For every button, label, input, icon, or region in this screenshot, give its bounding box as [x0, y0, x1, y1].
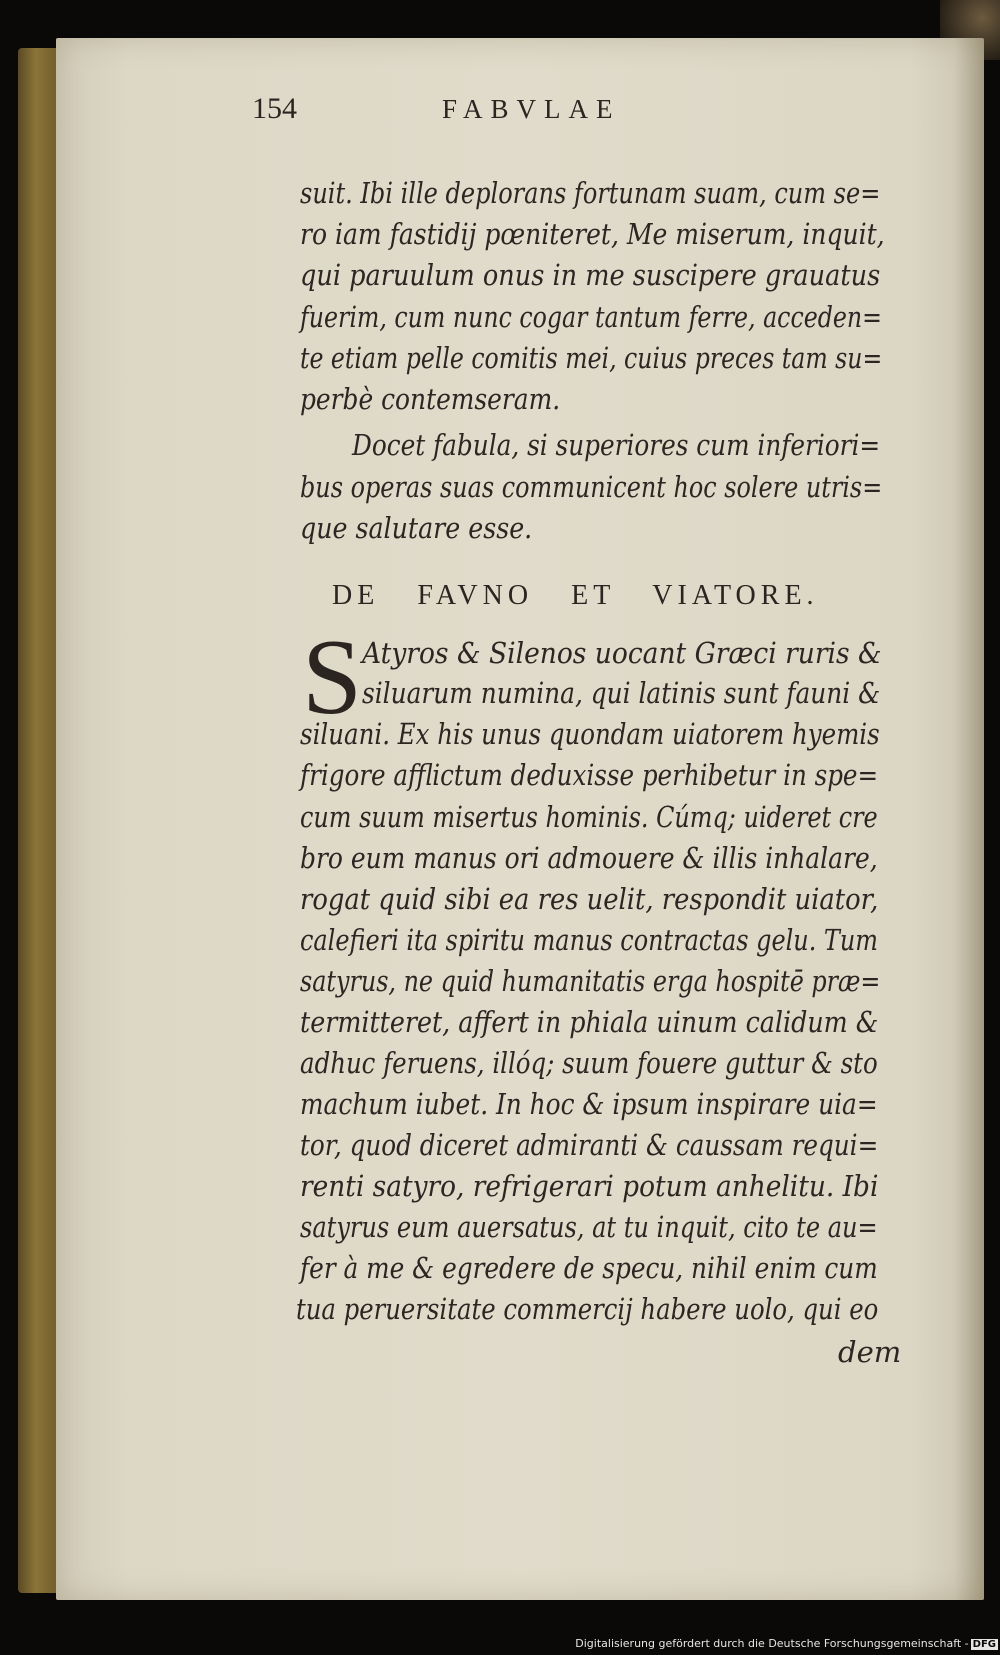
text-line: renti satyro, refrigerari potum anhelitu. Ibi [300, 1169, 879, 1203]
text-line: qui paruulum onus in me suscipere grauatus [300, 258, 881, 292]
text-line: bro eum manus ori admouere & illis inhalare, [300, 841, 878, 875]
text-line: fer à me & egredere de specu, nihil enim cum [300, 1251, 878, 1285]
text-line: ro iam fastidij pœniteret, Me miserum, inquit, [300, 217, 885, 251]
text-line: bus operas suas communicent hoc solere utris= [300, 470, 883, 504]
text-line: tua peruersitate commercij habere uolo, qui eo [296, 1292, 879, 1326]
drop-cap: S [302, 618, 363, 737]
text-line: rogat quid sibi ea res uelit, respondit uiator, [300, 882, 879, 916]
running-title: FABVLAE [442, 94, 621, 124]
catchword: dem [838, 1335, 902, 1369]
text-line: siluarum numina, qui latinis sunt fauni & [362, 676, 881, 710]
text-line: siluani. Ex his unus quondam uiatorem hyemis [300, 717, 880, 751]
text-line: perbè contemseram. [300, 382, 561, 416]
text-line: te etiam pelle comitis mei, cuius preces tam su= [300, 341, 883, 375]
text-line: Atyros & Silenos uocant Græci ruris & [362, 636, 882, 670]
page-number: 154 [252, 92, 297, 125]
text-line: fuerim, cum nunc cogar tantum ferre, acceden= [300, 300, 882, 334]
text-line: satyrus, ne quid humanitatis erga hospitē præ= [300, 964, 881, 998]
text-line: satyrus eum auersatus, at tu inquit, cito te au= [300, 1210, 878, 1244]
dfg-logo: DFG [972, 1639, 996, 1650]
text-line: calefieri ita spiritu manus contractas gelu. Tum [300, 923, 879, 957]
text-line: Docet fabula, si superiores cum inferiori= [352, 428, 881, 462]
text-line: machum iubet. In hoc & ipsum inspirare uia= [300, 1087, 878, 1121]
section-heading: DE FAVNO ET VIATORE. [332, 580, 819, 611]
running-head [252, 92, 732, 136]
text-line: suit. Ibi ille deplorans fortunam suam, cum se= [300, 176, 881, 210]
text-line: termitteret, affert in phiala uinum calidum & [300, 1005, 879, 1039]
text-line: cum suum misertus hominis. Cúmq; uideret cre [300, 800, 878, 834]
footer-credit [575, 1637, 998, 1650]
text-line: tor, quod diceret admiranti & caussam requi= [300, 1128, 879, 1162]
text-line: que salutare esse. [300, 511, 533, 545]
text-line: frigore afflictum deduxisse perhibetur in spe= [300, 758, 879, 792]
page-shadow [954, 38, 984, 1600]
text-line: adhuc feruens, illóq; suum fouere guttur & sto [300, 1046, 878, 1080]
footer-text: Digitalisierung gefördert durch die Deutsche Forschungsgemeinschaft - [575, 1637, 969, 1650]
